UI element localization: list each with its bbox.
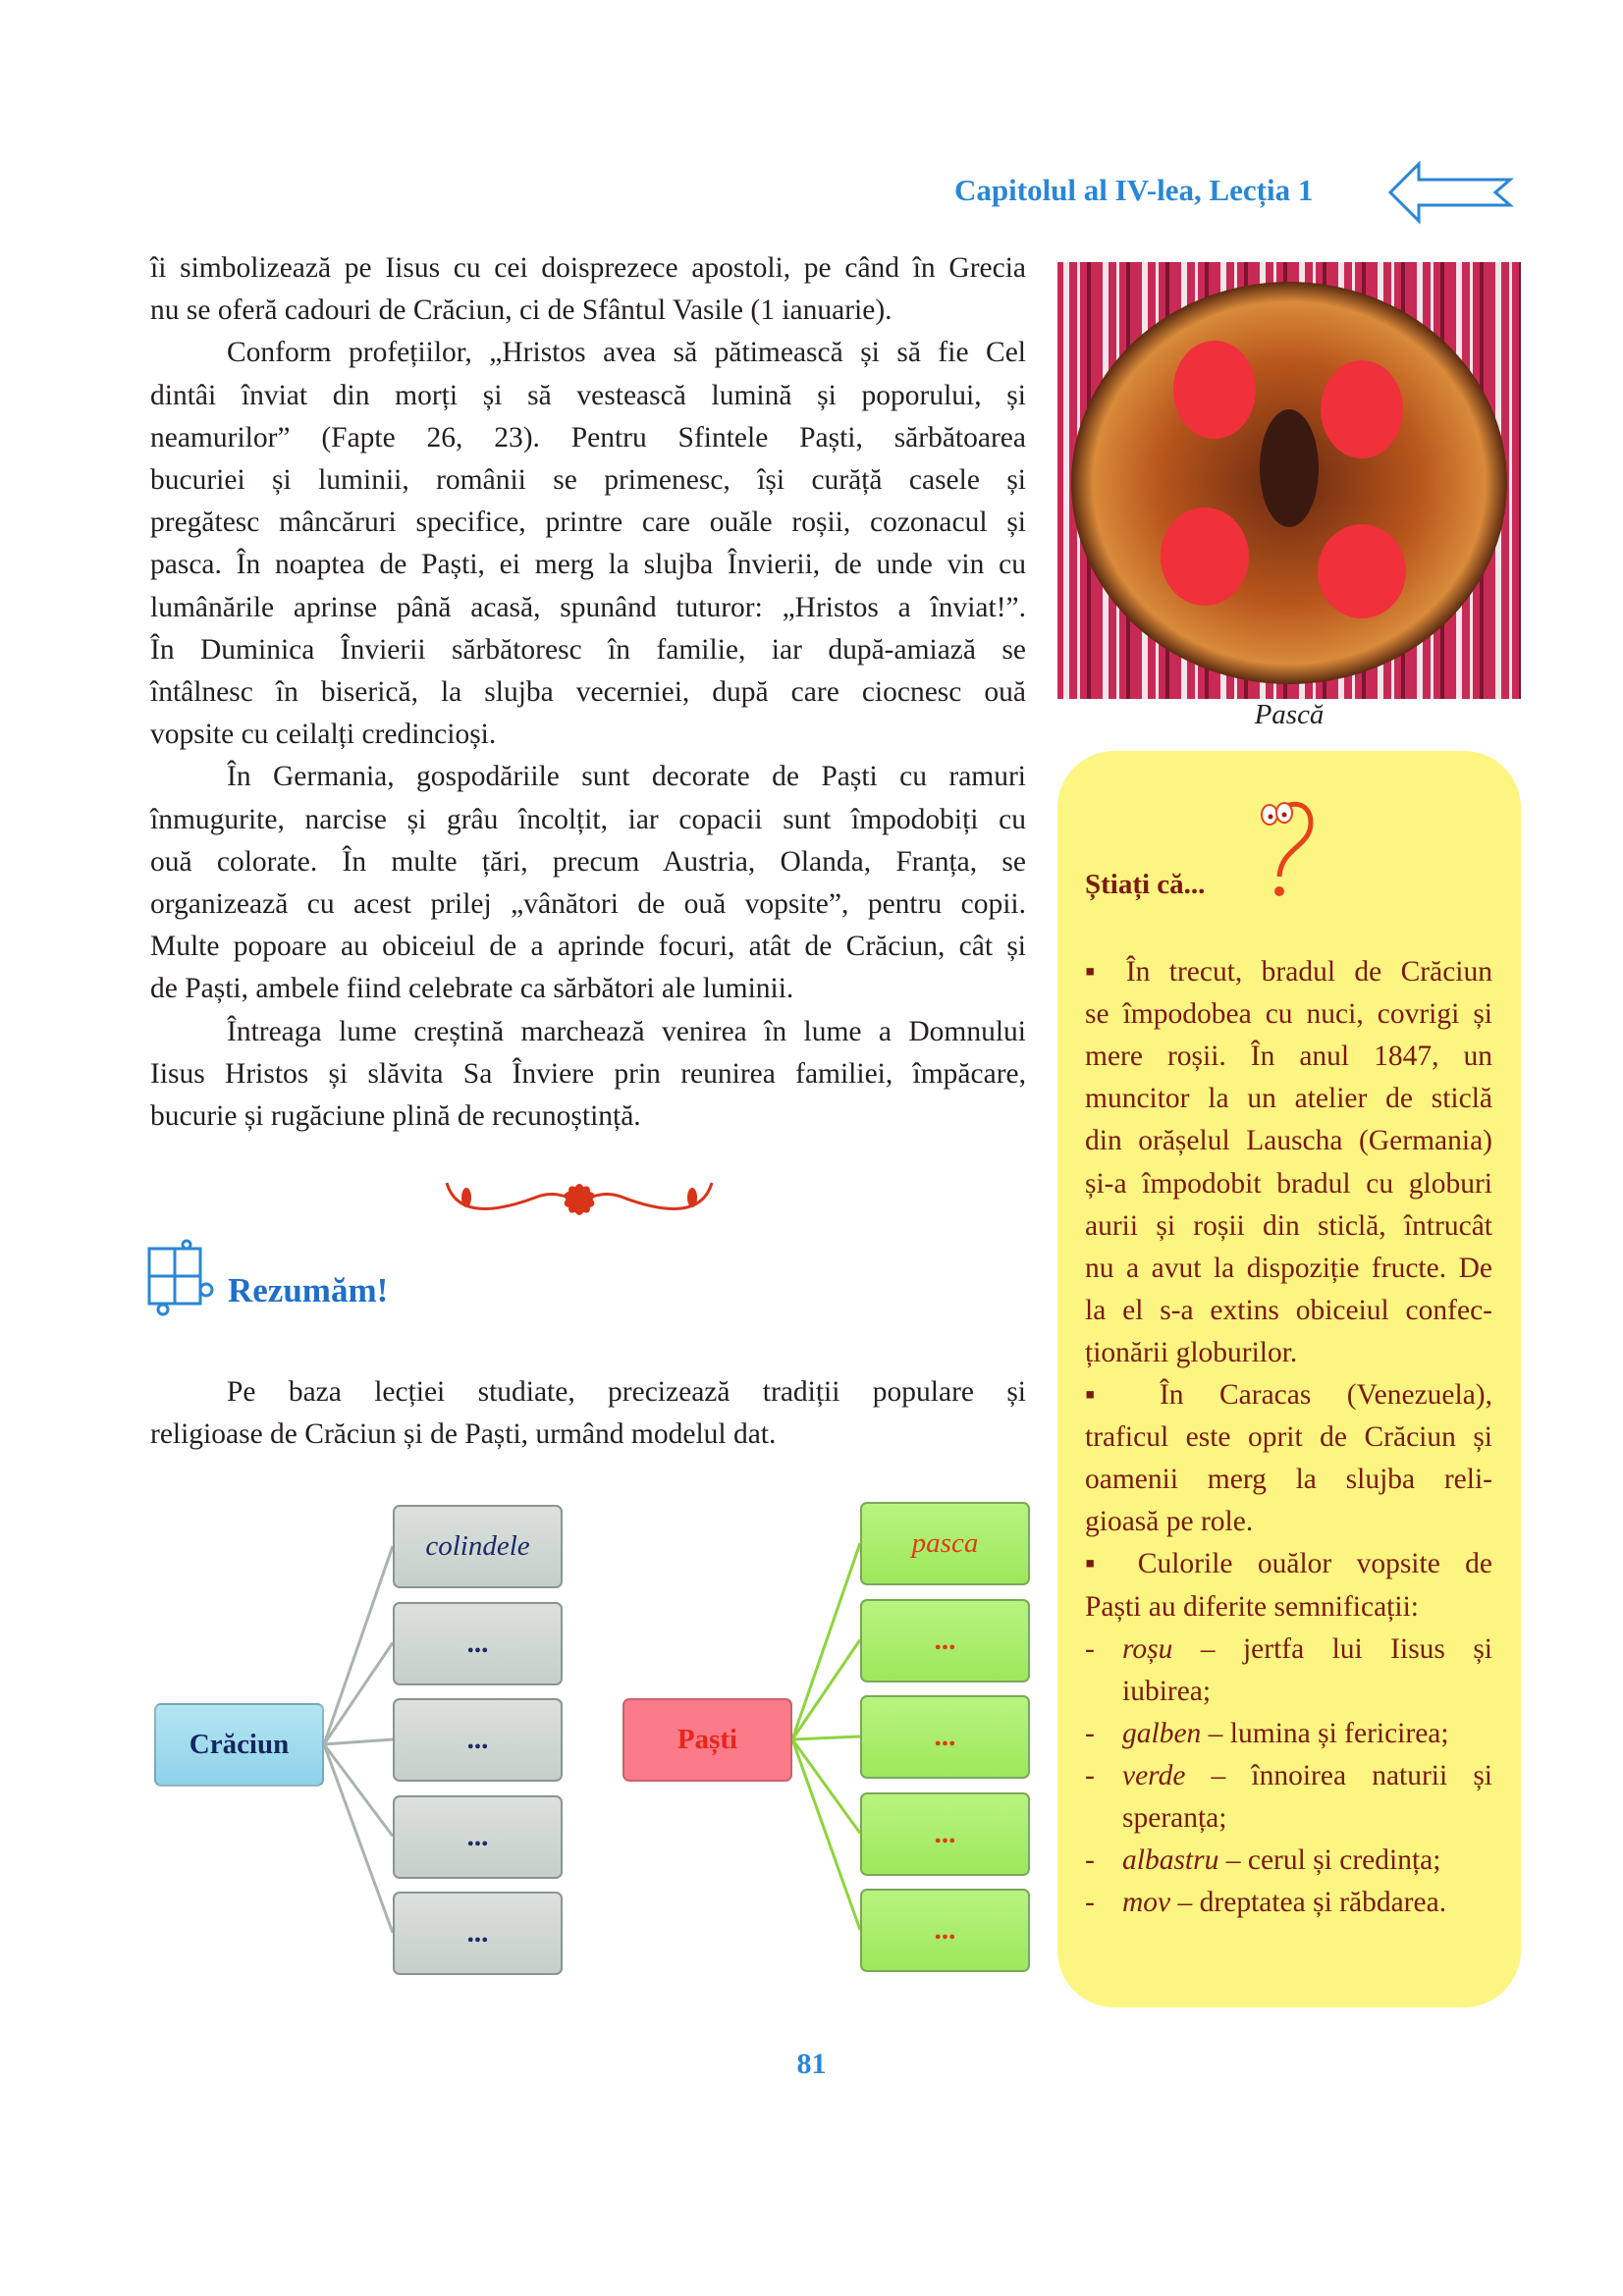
text-line: organizează cu acest prilej „vânători de ouă vopsite”, pentru copii. (150, 888, 1026, 920)
dash: - (1085, 1887, 1095, 1919)
fact-line: traficul este oprit de Crăciun și (1085, 1421, 1492, 1454)
node-label: pasca (911, 1527, 979, 1559)
text-line: nu se oferă cadouri de Crăciun, ci de Sfântul Vasile (1 ianuarie). (150, 294, 893, 327)
text-line: îi simbolizează pe Iisus cu cei doisprezece apostoli, pe când în Grecia (150, 252, 1026, 284)
text-line: neamurilor” (Fapte 26, 23). Pentru Sfintele Paști, sărbătoarea (150, 421, 1026, 454)
diagram-node (393, 1602, 563, 1685)
node-label: ... (466, 1627, 489, 1659)
root-node-left: Crăciun (154, 1703, 324, 1787)
connector (324, 1546, 393, 1744)
fact-line: la el s-a extins obiceiul confec- (1085, 1294, 1492, 1326)
node-label: ... (466, 1917, 489, 1949)
text-line: Întreaga lume creștină marchează venirea în lume a Domnului (227, 1015, 1026, 1047)
color-meaning-text: – înnoirea naturii și (1185, 1759, 1492, 1791)
text-line: dintâi înviat din morți și să vestească lumină și poporului, și (150, 379, 1026, 411)
connector (792, 1640, 860, 1740)
color-meaning-text: – cerul și credința; (1218, 1844, 1441, 1877)
fact-line: aurii și roșii din sticlă, întrucât (1085, 1209, 1492, 1242)
connector (324, 1744, 393, 1933)
connector (792, 1736, 860, 1739)
connector (324, 1744, 393, 1837)
color-meaning-text: – dreptatea și răbdarea. (1170, 1887, 1447, 1919)
color-name: mov (1122, 1887, 1171, 1919)
connector (324, 1739, 393, 1744)
node-label: colindele (425, 1530, 530, 1562)
connector (792, 1739, 860, 1834)
fact-line: ▪ În Caracas (Venezuela), (1085, 1379, 1492, 1411)
color-meaning-cont: speranța; (1122, 1802, 1227, 1834)
text-line: Multe popoare au obiceiul de a aprinde focuri, atât de Crăciun, cât și (150, 931, 1026, 963)
dash: - (1085, 1632, 1095, 1665)
fact-line: ▪ În trecut, bradul de Crăciun (1085, 956, 1492, 988)
text-line: bucuriei și luminii, românii se primenesc, își curăță casele și (150, 464, 1026, 496)
node-label: ... (934, 1914, 956, 1946)
color-name: roșu (1122, 1632, 1173, 1665)
color-meaning-cont: iubirea; (1122, 1675, 1212, 1707)
diagram-node (860, 1695, 1030, 1779)
fact-line: muncitor la un atelier de sticlă (1085, 1083, 1492, 1115)
connector (792, 1543, 860, 1739)
diagram-node (393, 1505, 563, 1588)
diagram-node (860, 1889, 1030, 1972)
diagram-node (860, 1792, 1030, 1876)
fact-line: Paști au diferite semnificații: (1085, 1590, 1419, 1623)
dash: - (1085, 1844, 1095, 1877)
fact-line: gioasă pe role. (1085, 1506, 1254, 1538)
text-line: În Duminica Învierii sărbătoresc în familie, iar după-amiază se (150, 633, 1026, 666)
node-label: ... (466, 1820, 489, 1852)
fact-line: se împodobea cu nuci, covrigi și (1085, 998, 1492, 1031)
fact-line: din orășelul Lauscha (Germania) (1085, 1125, 1492, 1157)
text-line: Iisus Hristos și slăvita Sa Înviere prin reunirea familiei, împăcare, (150, 1057, 1026, 1090)
text-line: vopsite cu ceilalți credincioși. (150, 719, 497, 751)
text-line: În Germania, gospodăriile sunt decorate de Paști cu ramuri (227, 761, 1026, 793)
text-line: Conform profețiilor, „Hristos avea să pătimească și să fie Cel (227, 337, 1026, 369)
color-meaning-text: – jertfa lui Iisus și (1172, 1632, 1492, 1665)
node-label: ... (934, 1624, 956, 1656)
dash: - (1085, 1759, 1095, 1791)
color-name: albastru (1122, 1844, 1219, 1877)
text-line: întâlnesc în biserică, la slujba vecerniei, după care ciocnesc ouă (150, 676, 1026, 708)
text-line: pregătesc mâncăruri specifice, printre care ouăle roșii, cozonacul și (150, 507, 1026, 539)
text-line: de Paști, ambele fiind celebrate ca sărbători ale luminii. (150, 973, 794, 1005)
fact-line: ▪ Culorile ouălor vopsite de (1085, 1548, 1492, 1580)
diagram-node (860, 1502, 1030, 1585)
node-label: ... (934, 1817, 956, 1849)
text-line: bucurie și rugăciune plină de recunoștință. (150, 1100, 641, 1132)
text-line: lumânările aprinse până acasă, spunând tuturor: „Hristos a înviat!”. (150, 591, 1026, 623)
node-label: ... (466, 1724, 489, 1755)
connector (792, 1739, 860, 1930)
fact-line: oamenii merg la slujba reli- (1085, 1464, 1492, 1496)
text-line: pasca. În noaptea de Paști, ei merg la slujba Învierii, de unde vin cu (150, 549, 1026, 581)
color-name: verde (1122, 1759, 1186, 1791)
dash: - (1085, 1717, 1095, 1749)
fact-line: mere roșii. În anul 1847, un (1085, 1041, 1492, 1073)
page-number: 81 (796, 2048, 827, 2080)
diagram-node (393, 1892, 563, 1975)
diagram-node (860, 1599, 1030, 1682)
fact-line: și-a împodobit bradul cu globuri (1085, 1167, 1492, 1200)
diagram-node (393, 1795, 563, 1879)
summary-title: Rezumăm! (228, 1271, 389, 1309)
text-line: religioase de Crăciun și de Paști, urmând modelul dat. (150, 1418, 777, 1451)
color-meaning-text: – lumina și fericirea; (1201, 1717, 1449, 1749)
connector (324, 1643, 393, 1745)
color-name: galben (1122, 1717, 1202, 1749)
text-line: Pe baza lecției studiate, precizează tradiții populare și (227, 1376, 1026, 1408)
node-label: ... (934, 1721, 956, 1752)
root-node-right: Paști (622, 1698, 792, 1782)
fact-line: nu a avut la dispoziție fructe. De (1085, 1252, 1492, 1284)
did-you-know-title: Știați că... (1085, 869, 1206, 900)
fact-line: ționării globurilor. (1085, 1336, 1298, 1368)
text-line: ouă colorate. În multe țări, precum Austria, Olanda, Franța, se (150, 845, 1026, 878)
diagram-node (393, 1698, 563, 1782)
text-line: înmugurite, narcise și grâu încolțit, iar copacii sunt împodobiți cu (150, 803, 1026, 835)
chapter-header: Capitolul al IV-lea, Lecția 1 (954, 173, 1314, 207)
photo-caption: Pască (1254, 699, 1325, 730)
